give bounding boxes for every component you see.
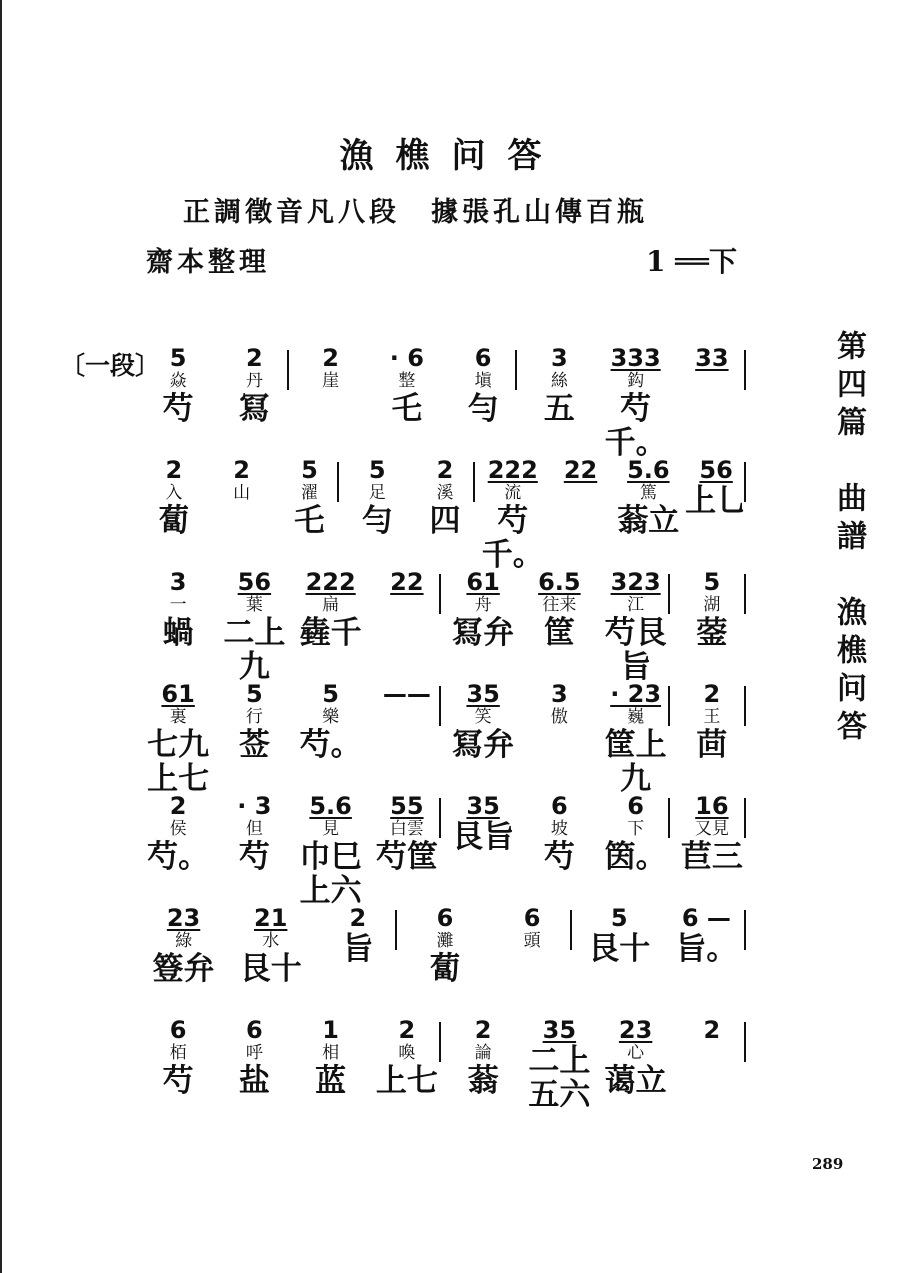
- lyric-char: 篤: [639, 483, 657, 503]
- note-cell: [576, 906, 663, 966]
- lyric-char: 呼: [245, 1043, 263, 1063]
- note-cell: [674, 682, 750, 762]
- tablature-char: 二上九: [223, 615, 286, 685]
- lyric-char: 綠: [175, 931, 193, 951]
- note-cell: [598, 1018, 674, 1098]
- note-cell: [314, 906, 401, 966]
- tablature-char: 芍: [162, 391, 194, 427]
- tablature-char: 蔼立: [604, 1063, 667, 1099]
- score-row: [140, 568, 760, 685]
- tablature-char: 芍艮旨: [604, 615, 667, 685]
- note-cell: [140, 570, 216, 650]
- tablature-char: 上乚: [685, 483, 748, 519]
- tablature-char: 七九上七: [147, 727, 210, 797]
- lyric-char: 行: [245, 707, 263, 727]
- note-cell: [216, 682, 292, 762]
- tablature-char: 盐: [238, 1063, 270, 1099]
- subtitle-continued: 齋本整理: [146, 247, 270, 278]
- note-cell: [140, 794, 216, 874]
- jianpu-number: 6: [627, 792, 644, 820]
- jianpu-number: 6 —: [681, 904, 731, 932]
- note-cell: [140, 1018, 216, 1098]
- lyric-char: 下: [627, 819, 645, 839]
- note-cell: [445, 346, 521, 426]
- lyric-char: 栢: [169, 1043, 187, 1063]
- score-row: [140, 792, 760, 909]
- jianpu-number: 2: [474, 1016, 492, 1044]
- tablature-char: 莶: [238, 727, 270, 763]
- lyric-char: 足: [368, 483, 386, 503]
- jianpu-number: 2: [703, 1016, 721, 1044]
- tablature-char: 芍筐: [375, 839, 438, 875]
- note-cell: [521, 346, 597, 426]
- tablature-char: 艮十: [239, 951, 302, 987]
- lyric-char: 山: [233, 483, 251, 503]
- tablature-char: 上七: [375, 1063, 438, 1099]
- note-cell: [276, 458, 344, 538]
- jianpu-number: 6: [551, 792, 568, 820]
- tablature-char: 勻: [467, 391, 499, 427]
- lyric-char: 巍: [627, 707, 645, 727]
- lyric-char: 鈎: [627, 371, 645, 391]
- lyric-char: 一: [169, 595, 187, 615]
- tablature-char: 苣三: [680, 839, 743, 875]
- note-cell: [140, 458, 208, 538]
- jianpu-number: 333: [610, 344, 661, 372]
- tablature-char: 芍。: [299, 727, 362, 763]
- lyric-char: 但: [245, 819, 263, 839]
- tablature-char: 五: [543, 391, 575, 427]
- jianpu-number: 55: [390, 792, 424, 820]
- note-cell: [369, 346, 445, 426]
- note-cell: [674, 794, 750, 874]
- jianpu-number: 5: [246, 680, 263, 708]
- note-cell: [216, 1018, 292, 1098]
- lyric-char: 塡: [474, 371, 492, 391]
- jianpu-number: 6.5: [538, 568, 581, 596]
- jianpu-number: 5: [610, 904, 628, 932]
- jianpu-number: 5: [322, 680, 339, 708]
- note-cell: [479, 458, 547, 572]
- tablature-char: 芍: [238, 839, 270, 875]
- note-cell: [293, 570, 369, 650]
- lyric-char: 見: [322, 819, 340, 839]
- jianpu-number: 35: [466, 792, 500, 820]
- tablature-char: 簦弁: [152, 951, 215, 987]
- lyric-char: 裏: [169, 707, 187, 727]
- lyric-char: 灘: [436, 931, 454, 951]
- jianpu-number: 56: [699, 456, 733, 484]
- note-cell: [598, 794, 674, 874]
- jianpu-number: 6: [246, 1016, 263, 1044]
- note-cell: [521, 1018, 597, 1112]
- note-cell: [216, 570, 292, 684]
- note-cell: [216, 794, 292, 874]
- note-cell: [369, 794, 445, 874]
- note-cell: [411, 458, 479, 538]
- jianpu-number: 3: [551, 680, 568, 708]
- jianpu-number: 5: [169, 344, 187, 372]
- lyric-char: 丹: [245, 371, 263, 391]
- page-title: 漁樵问答: [339, 136, 564, 176]
- jianpu-number: 2: [703, 680, 721, 708]
- score-row: [140, 906, 760, 1018]
- note-cell: [598, 682, 674, 796]
- jianpu-number: 2: [436, 456, 454, 484]
- tablature-char: 四: [429, 503, 461, 539]
- lyric-char: 溪: [436, 483, 454, 503]
- lyric-char: 白雲: [389, 819, 424, 839]
- note-cell: [674, 1018, 750, 1044]
- jianpu-number: 61: [161, 680, 195, 708]
- lyric-char: 流: [504, 483, 522, 503]
- lyric-char: 坡: [550, 819, 568, 839]
- chapter-sidebar: 第四篇 曲譜 漁樵问答: [831, 330, 866, 748]
- lyric-char: 王: [703, 707, 721, 727]
- tablature-char: 蓝: [315, 1063, 347, 1099]
- note-cell: [293, 346, 369, 392]
- tuning-key: 1 ══下: [646, 245, 737, 278]
- lyric-char: 笑: [474, 707, 492, 727]
- lyric-char: 湖: [703, 595, 721, 615]
- jianpu-number: 23: [166, 904, 201, 932]
- jianpu-number: 5: [703, 568, 721, 596]
- note-cell: [521, 794, 597, 874]
- tablature-char: 茴: [696, 727, 728, 763]
- lyric-char: 侯: [169, 819, 187, 839]
- jianpu-number: 2: [169, 792, 187, 820]
- jianpu-number: 5.6: [627, 456, 670, 484]
- tablature-char: 芍千。: [481, 503, 544, 573]
- jianpu-number: 2: [349, 904, 367, 932]
- lyric-char: 江: [627, 595, 645, 615]
- tablature-char: 旨: [342, 931, 374, 967]
- score-row: [140, 456, 760, 573]
- jianpu-number: · 6: [389, 344, 424, 372]
- tablature-char: 旨。: [675, 931, 738, 967]
- section-label: 〔一段〕: [60, 351, 161, 380]
- jianpu-number: 16: [695, 792, 729, 820]
- note-cell: [445, 682, 521, 762]
- tablature-char: 芍: [543, 839, 575, 875]
- jianpu-number: 1: [322, 1016, 339, 1044]
- note-cell: [663, 906, 750, 966]
- tablature-char: 蝸: [162, 615, 194, 651]
- tablature-char: 芍千。: [604, 391, 667, 461]
- tablature-char: 二上五六: [528, 1043, 591, 1113]
- jianpu-number: 2: [165, 456, 183, 484]
- lyric-char: 崖: [322, 371, 340, 391]
- tablature-char: 勻: [361, 503, 393, 539]
- note-cell: [674, 346, 750, 372]
- note-cell: [343, 458, 411, 538]
- page-number: 289: [812, 1155, 844, 1173]
- note-cell: [445, 1018, 521, 1098]
- tablature-char: 巾巳上六: [299, 839, 362, 909]
- lyric-char: 葉: [245, 595, 263, 615]
- tablature-char: 芍。: [147, 839, 210, 875]
- jianpu-number: 2: [233, 456, 250, 484]
- tablature-char: 乇: [293, 503, 325, 539]
- lyric-char: 心: [627, 1043, 645, 1063]
- lyric-char: 舟: [474, 595, 492, 615]
- tablature-char: 艮旨: [452, 819, 515, 855]
- tablature-char: 冩: [238, 391, 270, 427]
- lyric-char: 整: [398, 371, 416, 391]
- lyric-char: 焱: [169, 371, 187, 391]
- jianpu-number: 222: [305, 568, 356, 596]
- jianpu-number: · 23: [610, 680, 662, 708]
- tablature-char: 㽓千: [299, 615, 362, 651]
- jianpu-number: ——: [382, 680, 431, 708]
- tablature-char: 筐上九: [604, 727, 667, 797]
- lyric-char: 又見: [694, 819, 729, 839]
- tablature-char: 芍: [162, 1063, 194, 1099]
- note-cell: [547, 458, 615, 484]
- score-notation: [140, 346, 760, 1130]
- tablature-char: 蓥: [696, 615, 728, 651]
- note-cell: [401, 906, 488, 986]
- tablature-char: 蔔: [429, 951, 461, 987]
- lyric-char: 傲: [550, 707, 568, 727]
- page-border: [0, 0, 2, 1273]
- jianpu-number: 2: [322, 344, 339, 372]
- jianpu-number: 6: [169, 1016, 187, 1044]
- lyric-char: 絲: [550, 371, 568, 391]
- jianpu-number: 21: [254, 904, 288, 932]
- lyric-char: 水: [262, 931, 280, 951]
- jianpu-number: 6: [436, 904, 454, 932]
- note-cell: [445, 570, 521, 650]
- lyric-char: 頭: [523, 931, 541, 951]
- jianpu-number: 22: [390, 568, 424, 596]
- note-cell: [521, 570, 597, 650]
- jianpu-number: 5.6: [309, 792, 352, 820]
- jianpu-number: 3: [551, 344, 568, 372]
- note-cell: [216, 346, 292, 426]
- note-cell: [293, 794, 369, 908]
- note-cell: [140, 346, 216, 426]
- jianpu-number: 33: [695, 344, 729, 372]
- note-cell: [598, 570, 674, 684]
- score-row: [140, 680, 760, 797]
- note-cell: [369, 570, 445, 596]
- tablature-char: 冩弁: [452, 615, 515, 651]
- note-cell: [140, 682, 216, 796]
- note-cell: [369, 682, 445, 708]
- note-cell: [293, 682, 369, 762]
- note-cell: [293, 1018, 369, 1098]
- tablature-char: 艮十: [588, 931, 651, 967]
- jianpu-number: 2: [398, 1016, 416, 1044]
- note-cell: [674, 570, 750, 650]
- jianpu-number: 61: [466, 568, 500, 596]
- note-cell: [489, 906, 576, 952]
- tablature-char: 筐: [543, 615, 575, 651]
- tablature-char: 冩弁: [452, 727, 515, 763]
- tablature-char: 乇: [391, 391, 423, 427]
- lyric-char: 入: [165, 483, 183, 503]
- tablature-char: 筃。: [604, 839, 667, 875]
- note-cell: [682, 458, 750, 518]
- subtitle: 正調徵音凡八段 據張孔山傳百瓶: [183, 197, 648, 228]
- jianpu-number: · 3: [237, 792, 272, 820]
- jianpu-number: 6: [523, 904, 541, 932]
- jianpu-number: 3: [169, 568, 187, 596]
- jianpu-number: 2: [246, 344, 263, 372]
- note-cell: [369, 1018, 445, 1098]
- note-cell: [227, 906, 314, 986]
- note-cell: [614, 458, 682, 538]
- jianpu-number: 23: [618, 1016, 653, 1044]
- lyric-char: 相: [322, 1043, 340, 1063]
- jianpu-number: 56: [237, 568, 272, 596]
- tablature-char: 蔔: [158, 503, 190, 539]
- lyric-char: 喚: [398, 1043, 416, 1063]
- note-cell: [140, 906, 227, 986]
- jianpu-number: 323: [610, 568, 661, 596]
- tablature-char: 蓊立: [617, 503, 680, 539]
- jianpu-number: 5: [368, 456, 386, 484]
- lyric-char: 樂: [322, 707, 340, 727]
- score-row: [140, 1018, 760, 1130]
- note-cell: [598, 346, 674, 460]
- score-row: [140, 344, 760, 461]
- note-cell: [208, 458, 276, 504]
- jianpu-number: 35: [466, 680, 500, 708]
- tablature-char: 蓊: [467, 1063, 499, 1099]
- note-cell: [521, 682, 597, 728]
- note-cell: [445, 794, 521, 854]
- lyric-char: 扁: [322, 595, 340, 615]
- lyric-char: 論: [474, 1043, 492, 1063]
- lyric-char: 濯: [300, 483, 318, 503]
- jianpu-number: 22: [563, 456, 598, 484]
- jianpu-number: 222: [487, 456, 538, 484]
- jianpu-number: 6: [474, 344, 492, 372]
- lyric-char: 往来: [542, 595, 577, 615]
- jianpu-number: 5: [301, 456, 318, 484]
- jianpu-number: 35: [542, 1016, 577, 1044]
